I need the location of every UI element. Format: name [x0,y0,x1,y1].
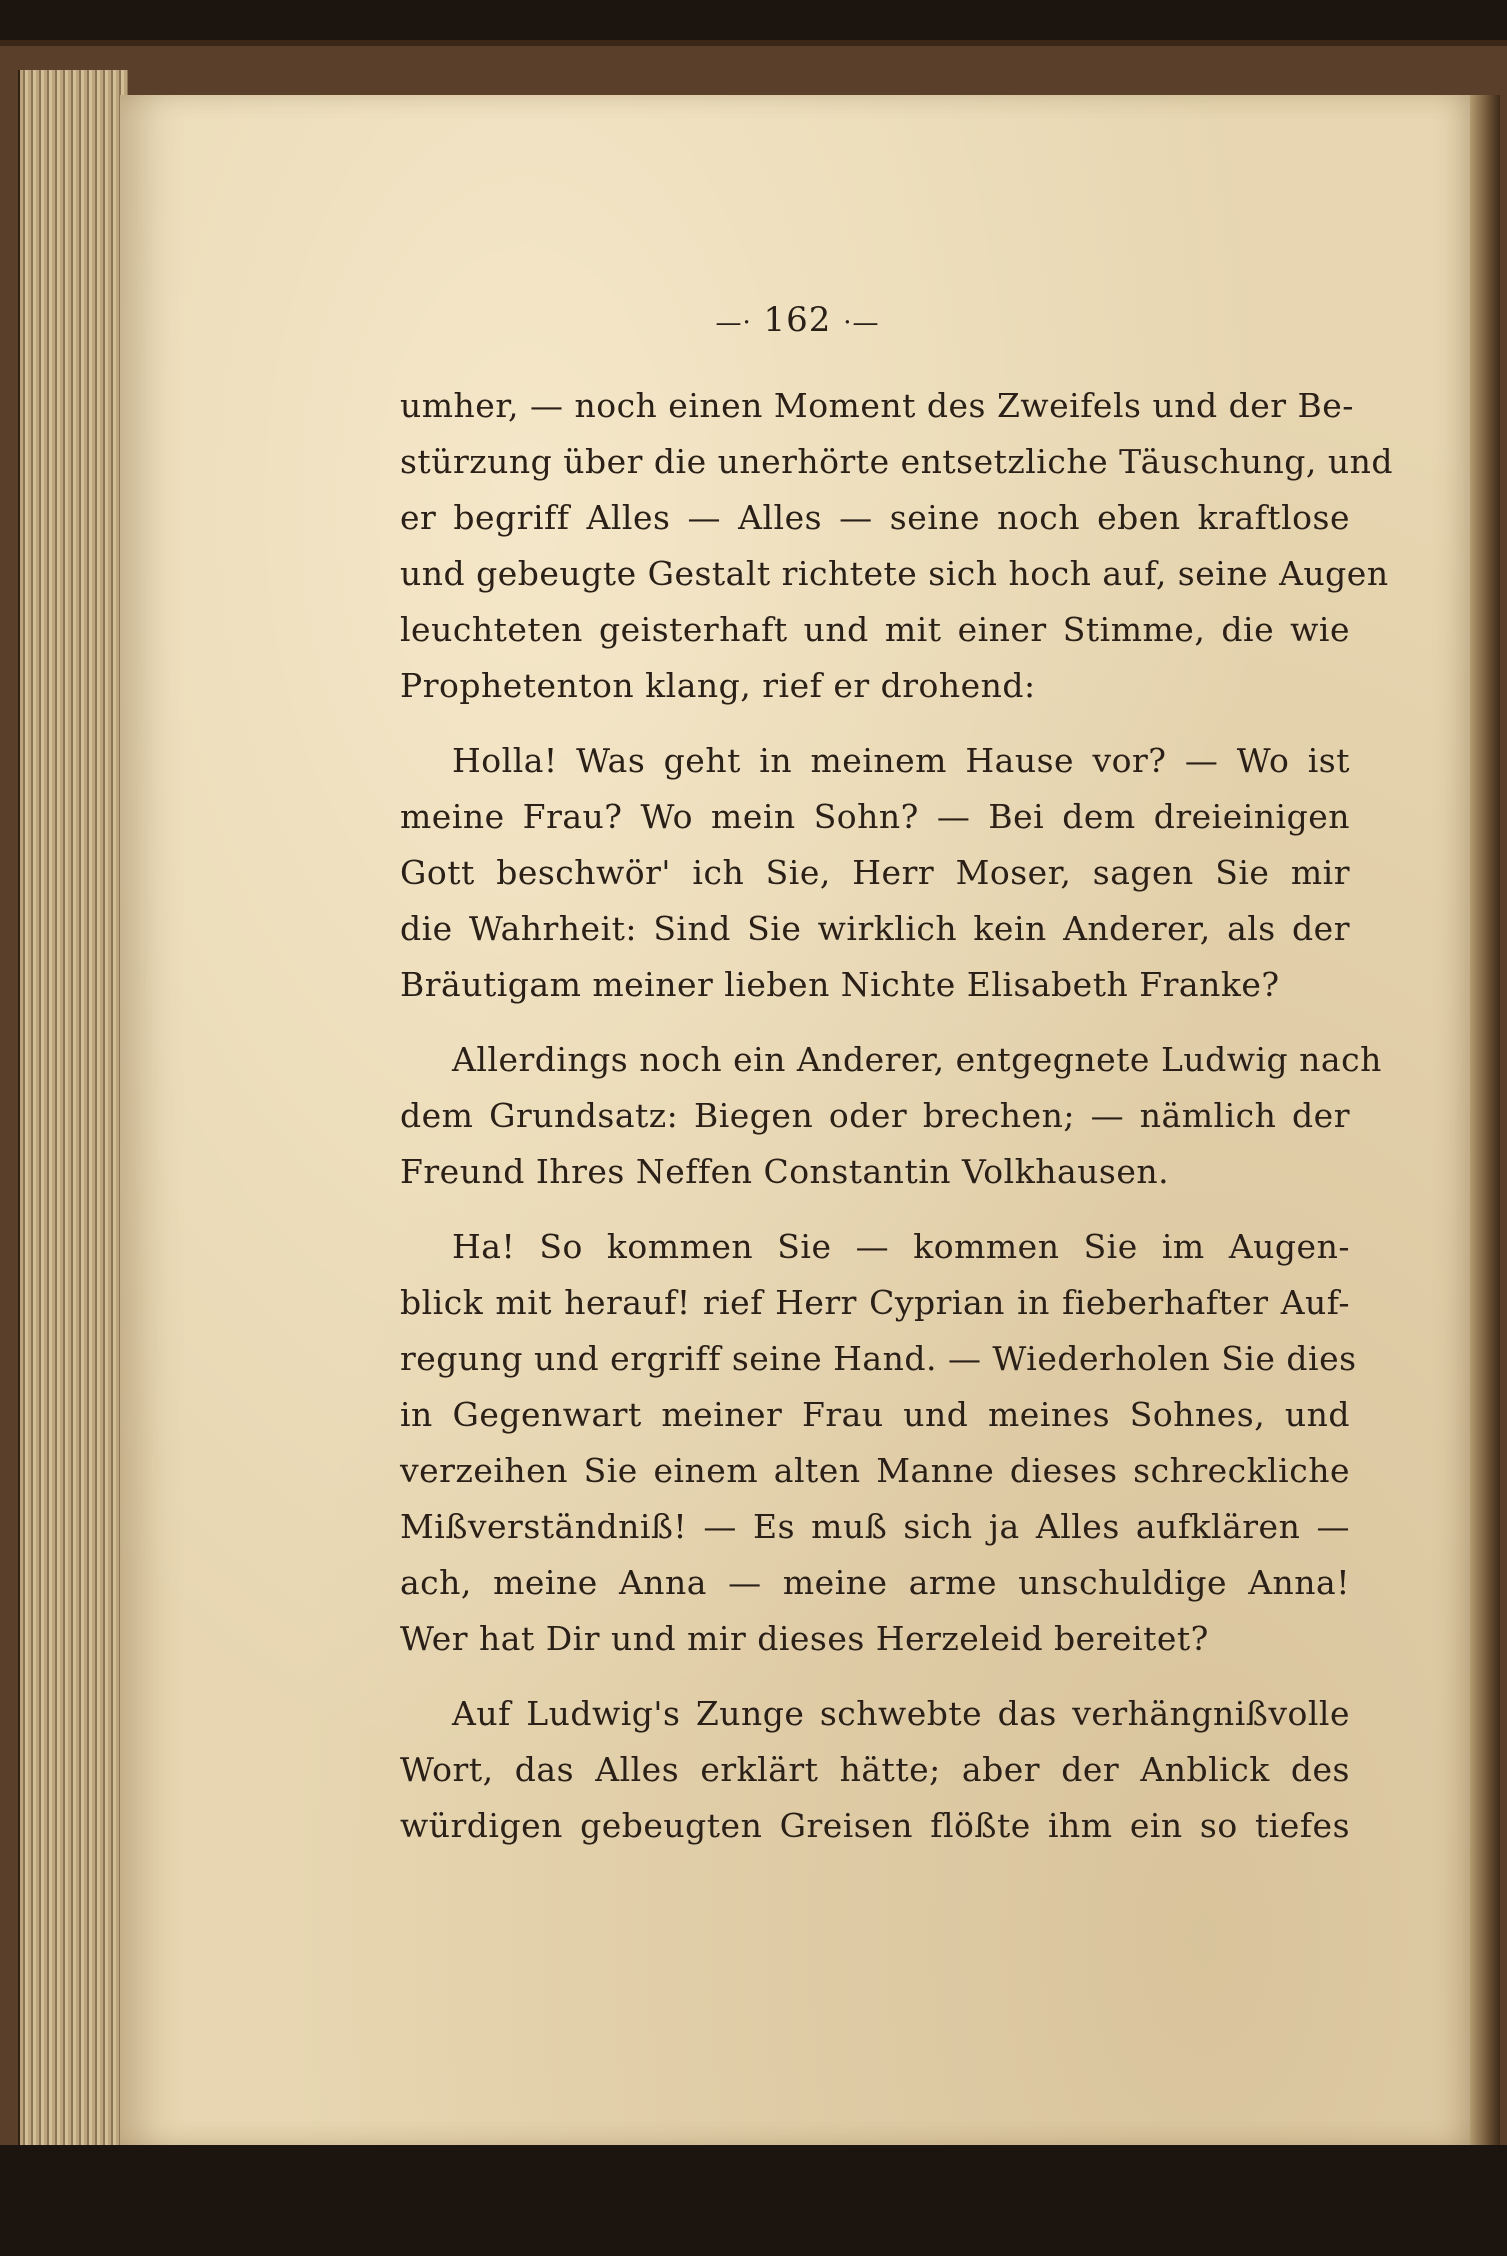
text-line: Wer hat Dir und mir dieses Herzeleid bereitet? [400,1619,1209,1658]
page-body-text [400,378,1394,1854]
page-edges-stack [18,70,128,2150]
text-line: leuchteten geisterhaft und mit einer Stimme, die wie [400,610,1350,649]
header-ornament-right: ·— [843,308,880,338]
text-line: Holla! Was geht in meinem Hause vor? — Wo ist [452,741,1350,780]
text-line: würdigen gebeugten Greisen flößte ihm ein so tiefes [400,1806,1350,1845]
paragraph [400,378,1394,714]
text-line: ach, meine Anna — meine arme unschuldige Anna! [400,1563,1350,1602]
text-line: Prophetenton klang, rief er drohend: [400,666,1036,705]
text-line: Bräutigam meiner lieben Nichte Elisabeth Franke? [400,965,1280,1004]
paragraph-gap [400,1667,1350,1686]
paragraph-gap [400,1200,1350,1219]
paragraph-gap [400,714,1350,733]
paragraph [400,1032,1382,1200]
paragraph [400,1219,1357,1667]
paragraph-gap [400,1013,1350,1032]
page-gutter-fold [1470,95,1500,2145]
paragraph [400,733,1350,1013]
text-line: Wort, das Alles erklärt hätte; aber der Anblick des [400,1750,1350,1789]
text-line: die Wahrheit: Sind Sie wirklich kein Anderer, als der [400,909,1350,948]
text-line: Auf Ludwig's Zunge schwebte das verhängnißvolle [452,1694,1350,1733]
text-line: umher, — noch einen Moment des Zweifels und der Be- [400,386,1354,425]
text-line: Allerdings noch ein Anderer, entgegnete Ludwig nach [452,1040,1382,1079]
text-line: Freund Ihres Neffen Constantin Volkhausen. [400,1152,1170,1191]
page-number: 162 [763,300,832,340]
text-line: Gott beschwör' ich Sie, Herr Moser, sagen Sie mir [400,853,1350,892]
text-line: Mißverständniß! — Es muß sich ja Alles aufklären — [400,1507,1350,1546]
text-line: meine Frau? Wo mein Sohn? — Bei dem dreieinigen [400,797,1350,836]
text-line: dem Grundsatz: Biegen oder brechen; — nämlich der [400,1096,1350,1135]
text-line: er begriff Alles — Alles — seine noch eben kraftlose [400,498,1350,537]
text-line: stürzung über die unerhörte entsetzliche Täuschung, und [400,442,1394,481]
page-number-header [120,300,1475,340]
text-line: verzeihen Sie einem alten Manne dieses schreckliche [400,1451,1350,1490]
text-line: blick mit herauf! rief Herr Cyprian in fieberhafter Auf- [400,1283,1350,1322]
paragraph [400,1686,1350,1854]
header-ornament-left: —· [715,308,752,338]
scan-background [0,2145,1507,2256]
text-line: in Gegenwart meiner Frau und meines Sohnes, und [400,1395,1350,1434]
text-line: und gebeugte Gestalt richtete sich hoch auf, seine Augen [400,554,1389,593]
text-line: regung und ergriff seine Hand. — Wiederholen Sie dies [400,1339,1357,1378]
text-line: Ha! So kommen Sie — kommen Sie im Augen- [452,1227,1350,1266]
